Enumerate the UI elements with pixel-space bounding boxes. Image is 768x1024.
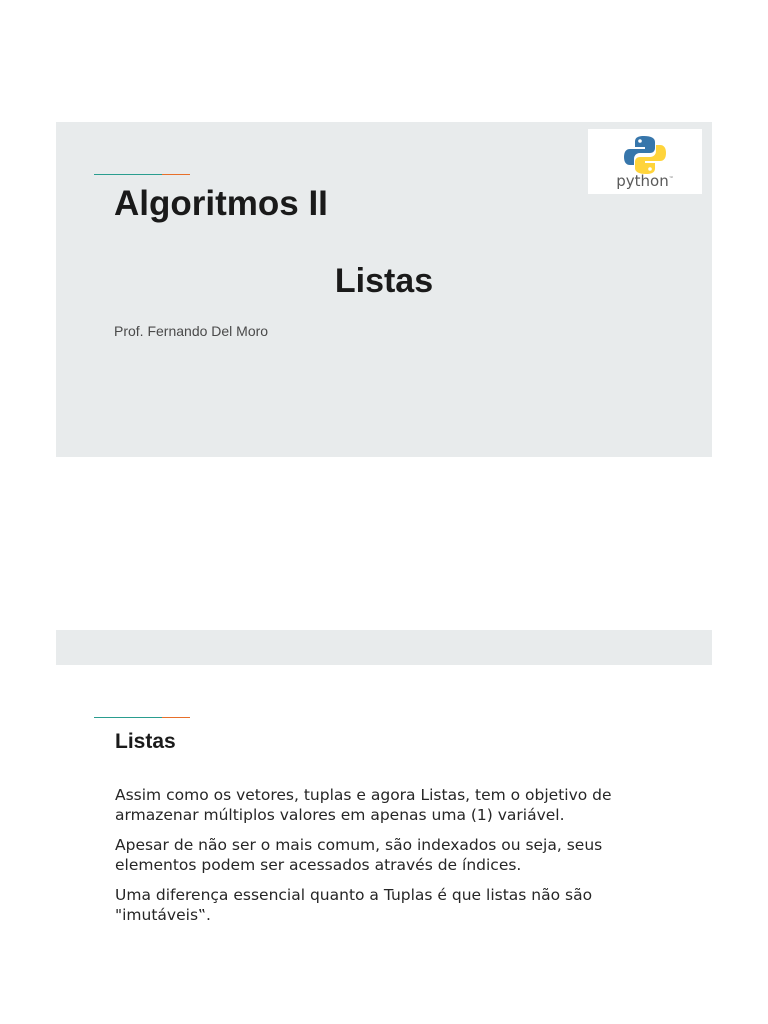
- accent-line: [94, 717, 190, 718]
- paragraph: Assim como os vetores, tuplas e agora Listas, tem o objetivo de armazenar múltiplos valores em apenas uma (1) variável.: [115, 786, 612, 824]
- python-logo-icon: [624, 135, 666, 175]
- accent-line: [94, 174, 190, 175]
- paragraph: Uma diferença essencial quanto a Tuplas é que listas não são "imutáveis‟.: [115, 886, 593, 924]
- python-logo: [588, 129, 702, 194]
- paragraph: Apesar de não ser o mais comum, são indexados ou seja, seus elementos podem ser acessados através de índices.: [115, 836, 603, 874]
- section-title: Listas: [115, 730, 176, 753]
- title-slide: [56, 122, 712, 457]
- trademark-symbol: ™: [668, 176, 674, 182]
- topic-title: Listas: [334, 262, 434, 300]
- logo-wordmark: python: [616, 172, 669, 190]
- slide-header-band: [56, 630, 712, 665]
- content-slide: [56, 665, 712, 1005]
- author-name: Prof. Fernando Del Moro: [114, 323, 269, 339]
- course-title: Algoritmos II: [114, 184, 328, 223]
- body-text: [115, 785, 675, 935]
